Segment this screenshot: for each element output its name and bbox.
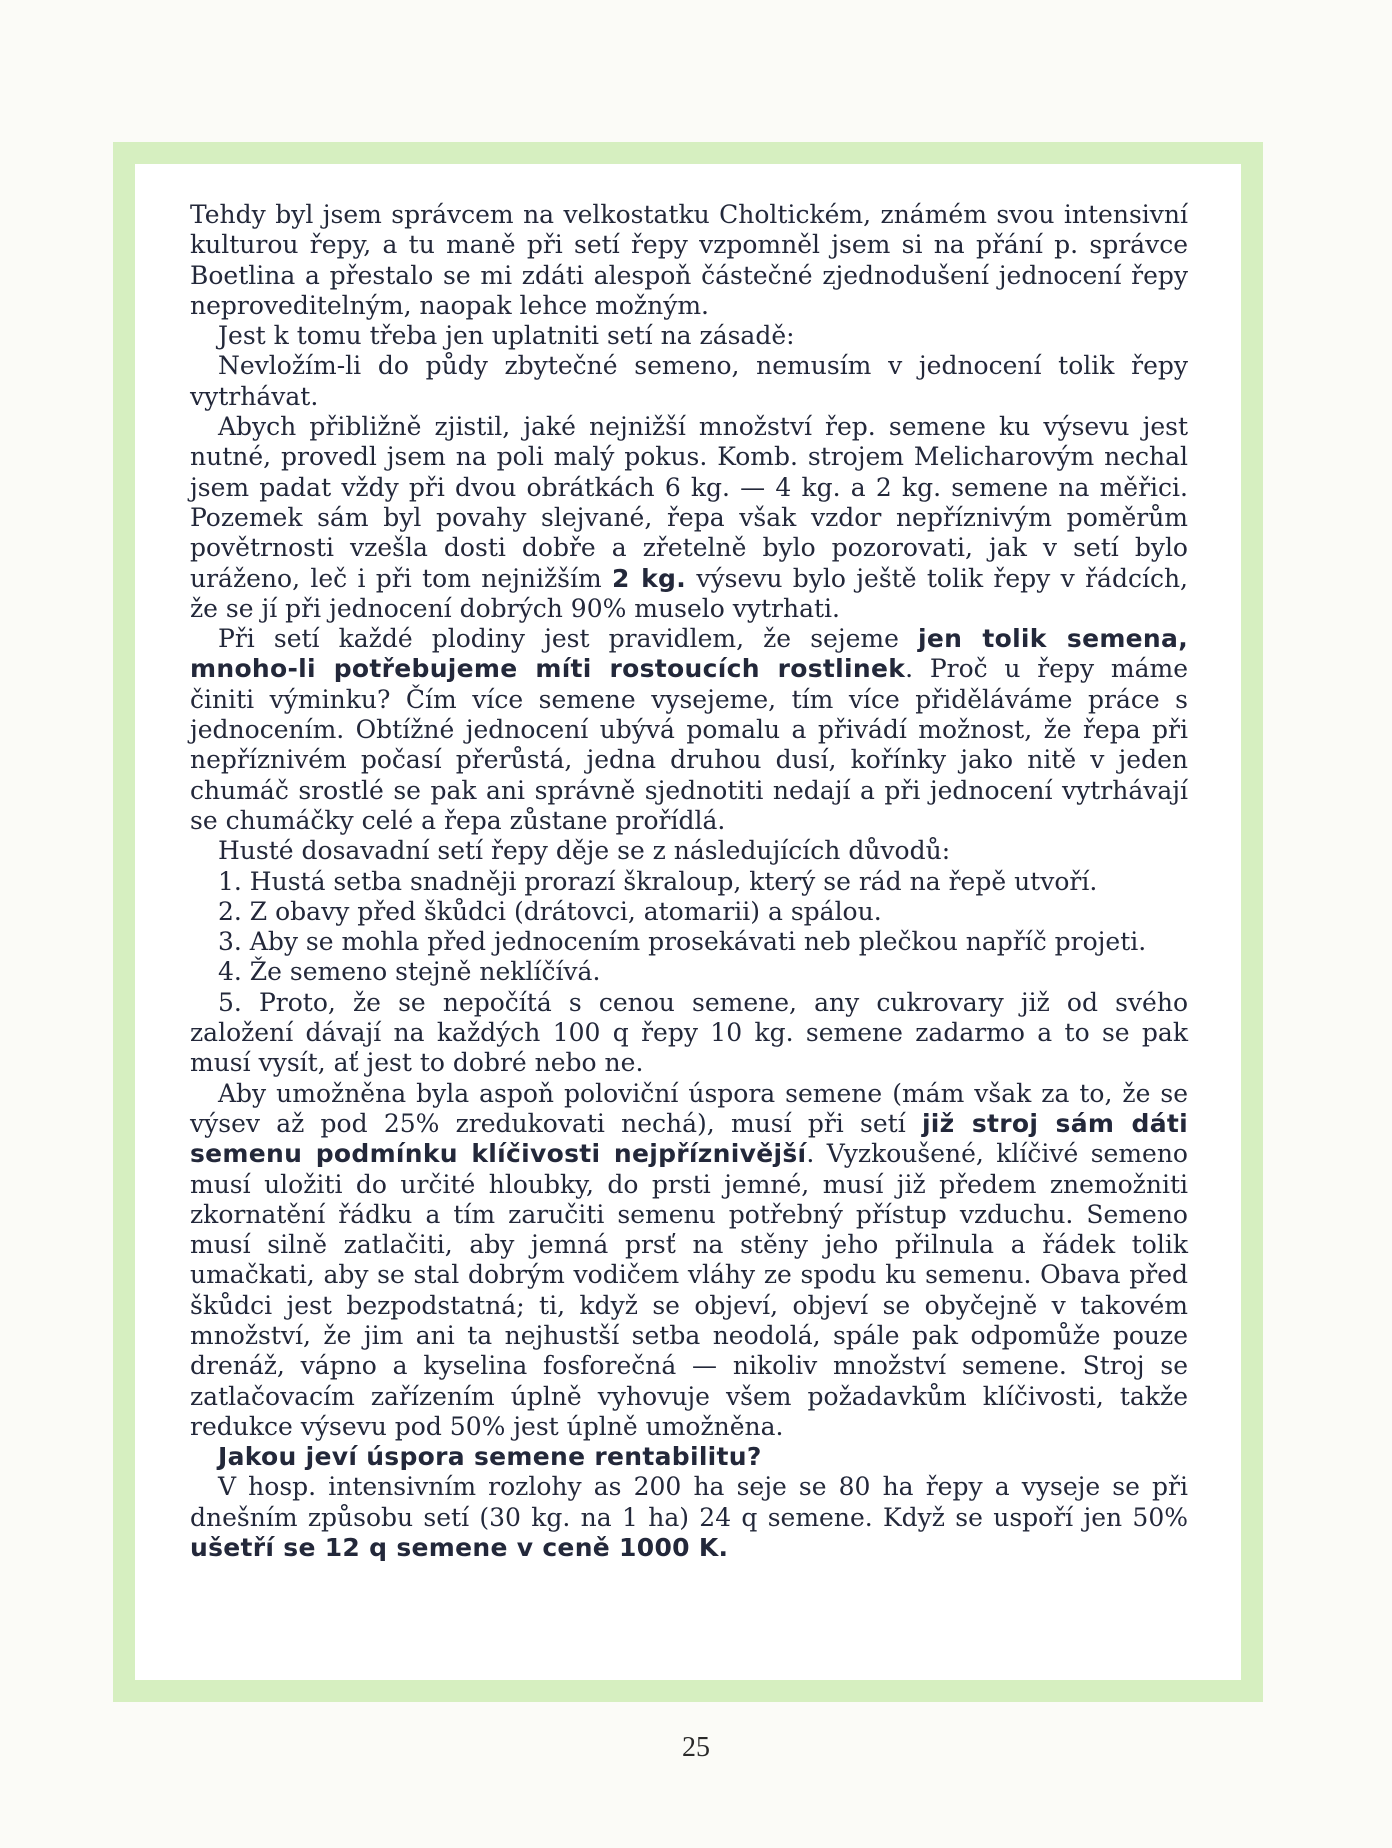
paragraph-rule: Nevložím-li do půdy zbytečné semeno, nemusím v jednocení tolik řepy vytrhávat. — [190, 351, 1188, 411]
list-item-5: 5. Proto, že se nepočítá s cenou semene, any cukrovary již od svého založení dávají na každých 100 q řepy 10 kg. semene zadarmo a to se pak musí vysít, ať jest to dobré nebo ne. — [190, 987, 1188, 1078]
bold-run: již stroj sám dáti semenu podmínku klíčivosti nejpříznivější — [190, 1108, 1188, 1169]
text-run: . Vyzkoušené, klíčivé semeno musí uložiti do určité hloubky, do prsti jemné, musí již předem znemožniti zkornatění řádku a tím zaručiti semenu potřebný přístup vzduchu. Semeno musí silně zatlačiti, aby jemná prsť na stěny jeho přilnula a řádek tolik umačkati, aby se stal dobrým vodičem vláhy ze spodu ku semenu. Obava před škůdci jest bezpodstatná; ti, když se objeví, objeví se obyčejně v takovém množství, že jim ani ta nejhustší setba neodolá, spále pak odpomůže pouze drenáž, vápno a kyselina fosforečná — nikoliv množství semene. Stroj se zatlačovacím zařízením úplně vyhovuje všem požadavkům klíčivosti, takže redukce výsevu pod 50% jest úplně umožněna. — [190, 1139, 1188, 1441]
paragraph-intro: Tehdy byl jsem správcem na velkostatku Choltickém, známém svou intensivní kulturou řepy, a tu maně při setí řepy vzpomněl jsem si na přání p. správce Boetlina a přestalo se mi zdáti alespoň částečné zjednodušení jednocení řepy neproveditelným, naopak lehce možným. — [190, 200, 1188, 320]
body-text — [190, 200, 1188, 1563]
paragraph-calculation — [190, 1472, 1188, 1563]
list-item-3: 3. Aby se mohla před jednocením prosekávati neb plečkou napříč projeti. — [218, 927, 1147, 957]
paragraph-sowing-rule — [190, 624, 1188, 836]
text-run: výsevu bylo ještě tolik řepy v řádcích, že se jí při jednocení dobrých 90% muselo vytrhati. — [190, 563, 1188, 623]
text-run: Aby umožněna byla aspoň poloviční úspora semene (mám však za to, že se výsev až pod 25% zredukovati nechá), musí při setí — [190, 1078, 1188, 1138]
paragraph-experiment — [190, 412, 1188, 624]
bold-run: Jakou jeví úspora semene rentabilitu? — [218, 1442, 762, 1472]
bold-run: 2 kg. — [612, 563, 687, 593]
list-item-4: 4. Že semeno stejně neklíčívá. — [218, 957, 601, 987]
page-number: 25 — [682, 1732, 710, 1763]
bold-run: ušetří se 12 q semene v ceně 1000 K. — [190, 1533, 729, 1563]
list-item-2: 2. Z obavy před škůdci (drátovci, atomarii) a spálou. — [218, 896, 882, 926]
paragraph-principle: Jest k tomu třeba jen uplatniti setí na zásadě: — [218, 321, 795, 351]
text-run: Při setí každé plodiny jest pravidlem, že sejeme — [218, 624, 918, 654]
text-run: . Proč u řepy máme činiti výminku? Čím více semene vysejeme, tím více přiděláváme práce s jednocením. Obtížné jednocení ubývá pomalu a přivádí možnost, že řepa při nepříznivém počasí přerůstá, jedna druhou dusí, kořínky jako nitě v jeden chumáč srostlé se pak ani správně sjednotiti nedají a při jednocení vytrhávají se chumáčky celé a řepa zůstane prořídlá. — [190, 654, 1188, 835]
paragraph-reasons-intro: Husté dosavadní setí řepy děje se z následujících důvodů: — [218, 836, 951, 866]
section-heading — [190, 1442, 1188, 1472]
text-run: V hosp. intensivním rozlohy as 200 ha seje se 80 ha řepy a vyseje se při dnešním způsobu setí (30 kg. na 1 ha) 24 q semene. Když se uspoří jen 50% — [190, 1472, 1188, 1532]
text-run: Abych přibližně zjistil, jaké nejnižší množství řep. semene ku výsevu jest nutné, provedl jsem na poli malý pokus. Komb. strojem Melicharovým nechal jsem padat vždy při dvou obrátkách 6 kg. — 4 kg. a 2 kg. semene na měřici. Pozemek sám byl povahy slejvané, řepa však vzdor nepříznivým poměrům povětrnosti vzešla dosti dobře a zřetelně bylo pozorovati, jak v setí bylo uráženo, leč i při tom nejnižším — [190, 412, 1188, 593]
list-item-1: 1. Hustá setba snadněji prorazí škraloup, který se rád na řepě utvoří. — [218, 866, 1098, 896]
paragraph-savings — [190, 1079, 1188, 1443]
bold-run: jen tolik semena, mnoho-li potřebujeme míti rostoucích rostlinek — [190, 624, 1188, 684]
